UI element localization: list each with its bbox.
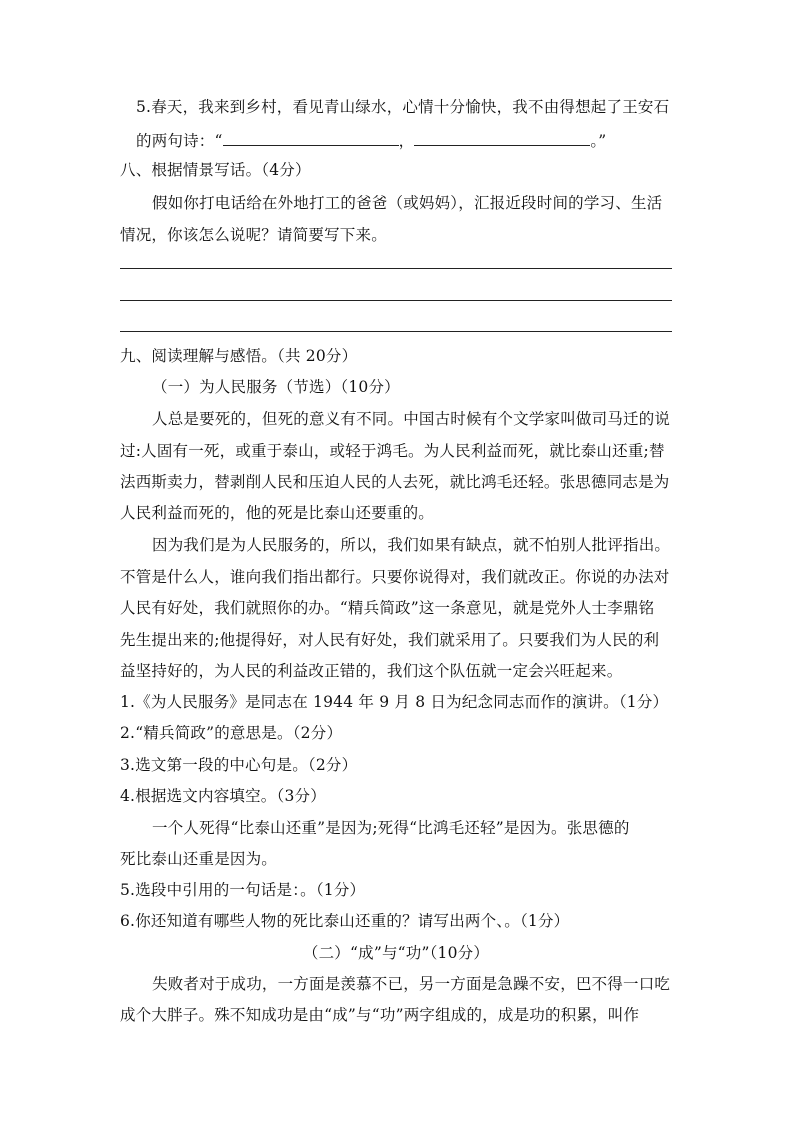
question-6: 6.你还知道有哪些人物的死比泰山还重的？请写出两个、。（1分）	[120, 912, 570, 930]
section8-prompt-line1: 假如你打电话给在外地打工的爸爸（或妈妈），汇报近段时间的学习、生活	[152, 194, 663, 212]
part1-title: （一）为人民服务（节选）（10分）	[152, 378, 400, 396]
q7-5-line2-prefix: 的两句诗：“	[136, 132, 223, 150]
question-1: 1.《为人民服务》是同志在 1944 年 9 月 8 日为纪念同志而作的演讲。（1分）	[120, 693, 669, 711]
q7-5-line1: 5.春天，我来到乡村，看见青山绿水，心情十分愉快，我不由得想起了王安石	[136, 98, 670, 116]
part1-para2-line: 先生提出来的;他提得好，对人民有好处，我们就采用了。只要我们为人民的利	[120, 631, 660, 649]
poem-blank-1[interactable]	[223, 129, 399, 146]
part1-para1-line: 人民利益而死的，他的死是比泰山还要重的。	[120, 504, 435, 522]
section9-heading: 九、阅读理解与感悟。（共 20分）	[120, 347, 358, 365]
writing-line-2[interactable]	[120, 300, 672, 301]
question-4-line2: 死比泰山还重是因为。	[120, 850, 278, 868]
part2-title: （二）“成”与“功”（10分）	[302, 944, 490, 962]
question-4: 4.根据选文内容填空。（3分）	[120, 787, 326, 805]
part1-para1-line: 法西斯卖力，替剥削人民和压迫人民的人去死，就比鸿毛还轻。张思德同志是为	[120, 473, 670, 491]
part1-para1-line: 人总是要死的，但死的意义有不同。中国古时候有个文学家叫做司马迁的说	[152, 410, 671, 428]
q7-5-line2-comma: ，	[398, 132, 415, 150]
question-5: 5.选段中引用的一句话是：。（1分）	[120, 881, 366, 899]
part1-para1-line: 过:人固有一死，或重于泰山，或轻于鸿毛。为人民利益而死，就比泰山还重;替	[120, 442, 665, 460]
section8-prompt-line2: 情况，你该怎么说呢？请简要写下来。	[120, 226, 387, 244]
part1-para2-line: 因为我们是为人民服务的，所以，我们如果有缺点，就不怕别人批评指出。	[152, 536, 671, 554]
question-3: 3.选文第一段的中心句是。（2分）	[120, 756, 358, 774]
q7-5-line2-suffix: 。”	[590, 132, 607, 150]
writing-line-3[interactable]	[120, 331, 672, 332]
question-4-line1: 一个人死得“比泰山还重”是因为;死得“比鸿毛还轻”是因为。张思德的	[152, 819, 630, 837]
part2-para1-line: 失败者对于成功，一方面是羡慕不已，另一方面是急躁不安，巴不得一口吃	[152, 975, 671, 993]
writing-line-1[interactable]	[120, 268, 672, 269]
q7-5-line2	[136, 129, 606, 151]
part1-para2-line: 益坚持好的，为人民的利益改正错的，我们这个队伍就一定会兴旺起来。	[120, 662, 623, 680]
part2-para1-line: 成个大胖子。殊不知成功是由“成”与“功”两字组成的，成是功的积累，叫作	[120, 1006, 640, 1024]
poem-blank-2[interactable]	[414, 129, 590, 146]
part1-para2-line: 人民有好处，我们就照你的办。“精兵简政”这一条意见，就是党外人士李鼎铭	[120, 599, 655, 617]
part1-para2-line: 不管是什么人，谁向我们指出都行。只要你说得对，我们就改正。你说的办法对	[120, 568, 670, 586]
question-2: 2.“精兵简政”的意思是。（2分）	[120, 724, 343, 742]
section8-heading: 八、根据情景写话。（4分）	[120, 161, 311, 179]
